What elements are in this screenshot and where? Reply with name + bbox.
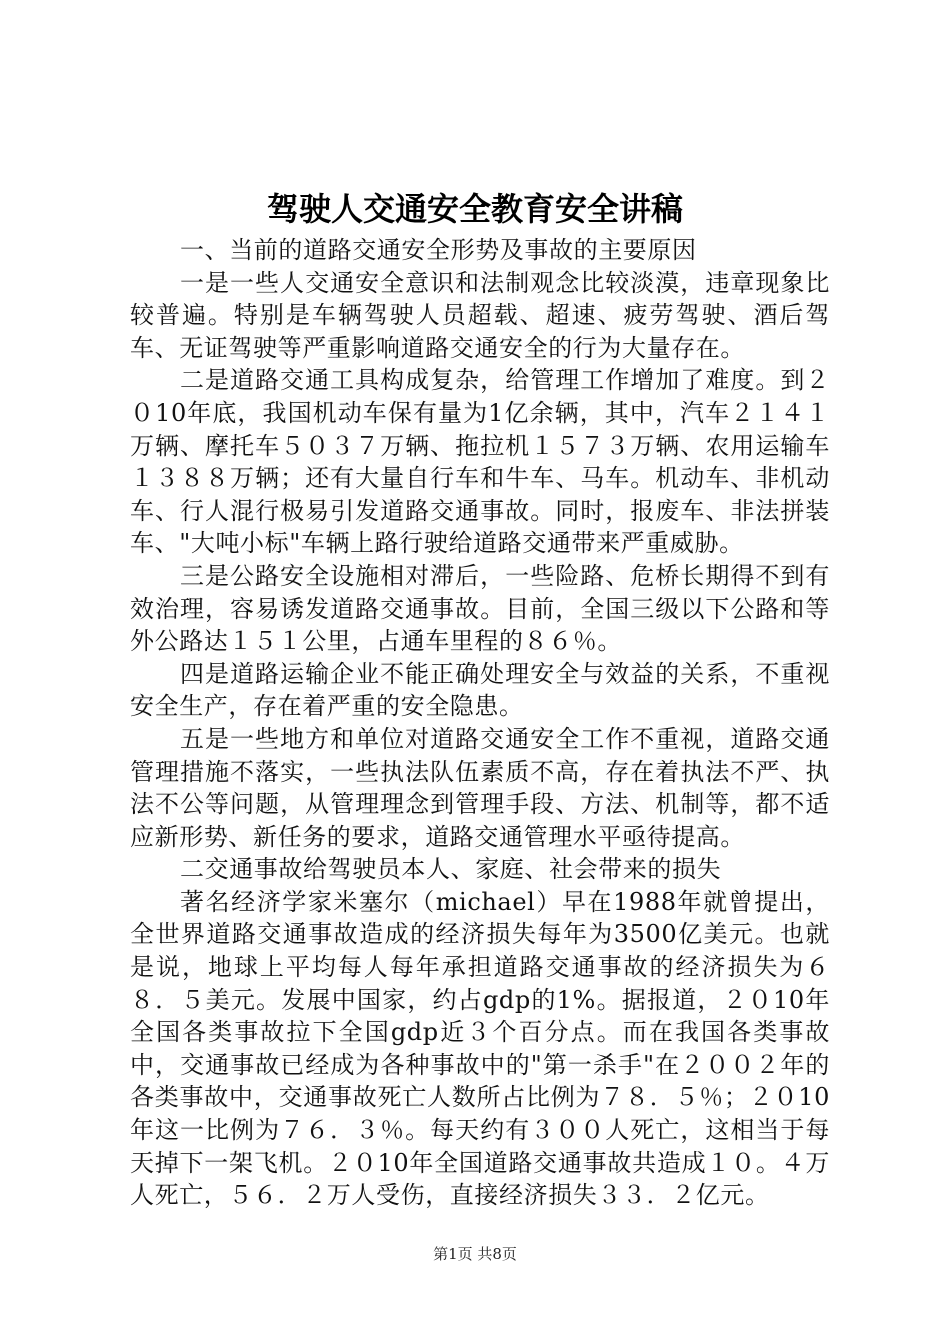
section-heading-1: 一、当前的道路交通安全形势及事故的主要原因 — [180, 236, 697, 264]
document-body — [130, 234, 830, 1212]
document-title: 驾驶人交通安全教育安全讲稿 — [266, 190, 683, 228]
section-heading-2: 二交通事故给驾驶员本人、家庭、社会带来的损失 — [180, 855, 722, 884]
paragraph-2: 二是道路交通工具构成复杂，给管理工作增加了难度。到２０10年底，我国机动车保有量为1亿余辆，其中，汽车２１４１万辆、摩托车５０３７万辆、拖拉机１５７３万辆、农用运输车１３８８万辆；还有大量自行车和牛车、马车。机动车、非机动车、行人混行极易引发道路交通事故。同时，报废车、非法拼装车、"大吨小标"车辆上路行驶给道路交通带来严重威胁。 — [130, 366, 830, 558]
paragraph-6: 著名经济学家米塞尔（michael）早在1988年就曾提出，全世界道路交通事故造成的经济损失每年为3500亿美元。也就是说，地球上平均每人每年承担道路交通事故的经济损失为６８．５美元。发展中国家，约占gdp的1%。据报道，２０10年全国各类事故拉下全国gdp近３个百分点。而在我国各类事故中，交通事故已经成为各种事故中的"第一杀手"在２００２年的各类事故中，交通事故死亡人数所占比例为７８．５％；２０10年这一比例为７６．３％。每天约有３００人死亡，这相当于每天掉下一架飞机。２０10年全国道路交通事故共造成１０。４万人死亡，５６．２万人受伤，直接经济损失３３．２亿元。 — [130, 887, 830, 1210]
paragraph-4: 四是道路运输企业不能正确处理安全与效益的关系，不重视安全生产，存在着严重的安全隐患。 — [130, 659, 830, 721]
paragraph-3: 三是公路安全设施相对滞后，一些险路、危桥长期得不到有效治理，容易诱发道路交通事故。目前，全国三级以下公路和等外公路达１５１公里，占通车里程的８６％。 — [130, 561, 830, 656]
paragraph-1: 一是一些人交通安全意识和法制观念比较淡漠，违章现象比较普遍。特别是车辆驾驶人员超载、超速、疲劳驾驶、酒后驾车、无证驾驶等严重影响道路交通安全的行为大量存在。 — [130, 268, 830, 362]
page-number-footer: 第1页 共8页 — [433, 1245, 517, 1263]
paragraph-5: 五是一些地方和单位对道路交通安全工作不重视，道路交通管理措施不落实，一些执法队伍素质不高，存在着执法不严、执法不公等问题，从管理理念到管理手段、方法、机制等，都不适应新形势、新任务的要求，道路交通管理水平亟待提高。 — [130, 724, 830, 851]
